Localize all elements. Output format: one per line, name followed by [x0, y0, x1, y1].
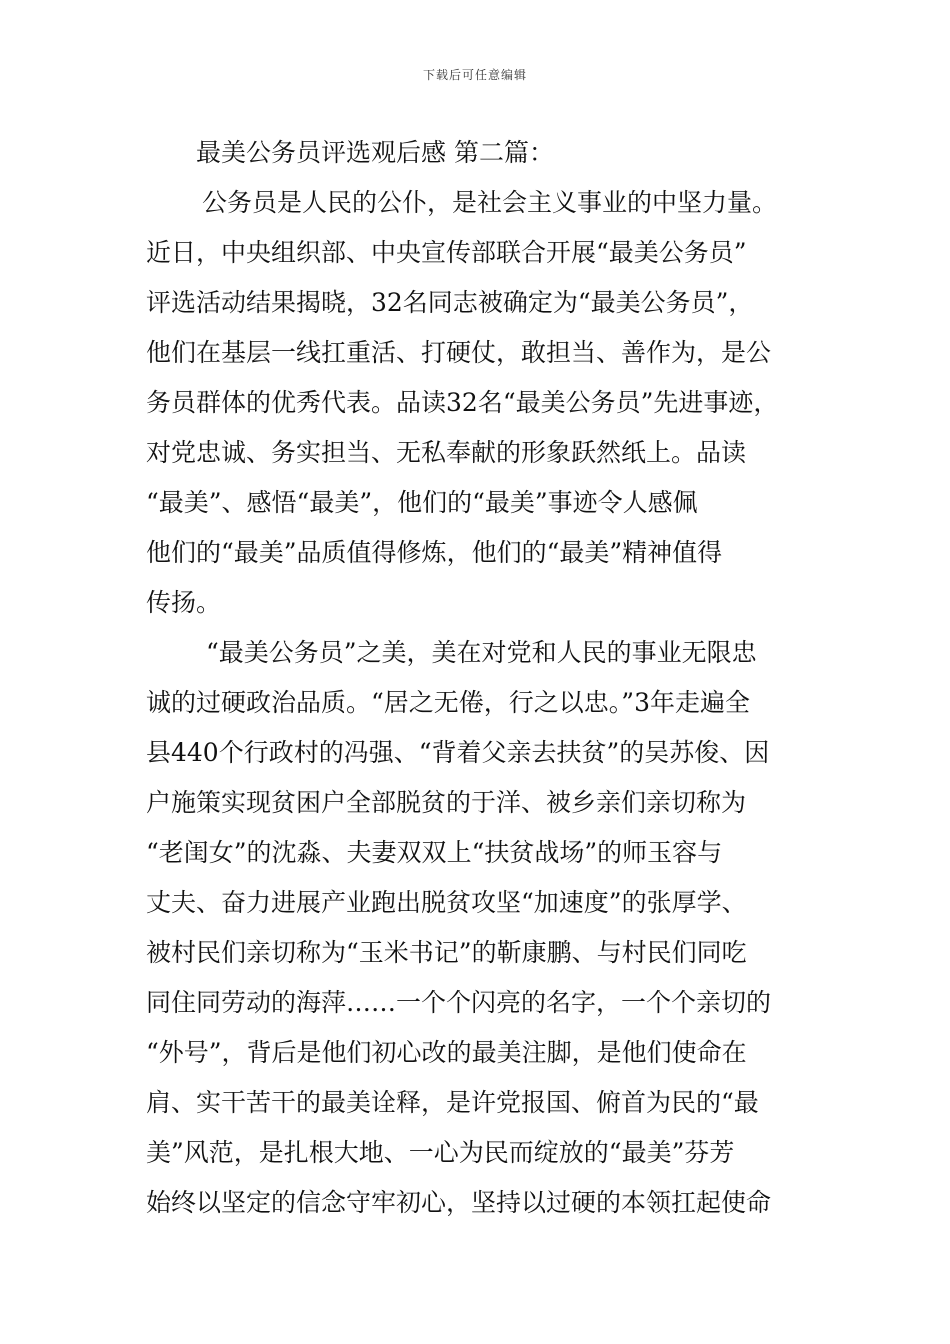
- paragraph-line: 同住同劳动的海萍……一个个闪亮的名字，一个个亲切的: [146, 988, 772, 1017]
- paragraph-line: “老闺女”的沈淼、夫妻双双上“扶贫战场”的师玉容与: [146, 838, 723, 867]
- paragraph-line: 丈夫、奋力进展产业跑出脱贫攻坚“加速度”的张厚学、: [146, 888, 747, 917]
- paragraph-line: 公务员是人民的公仆，是社会主义事业的中坚力量。: [202, 188, 778, 217]
- document-body: [146, 128, 826, 1228]
- paragraph-line: 对党忠诚、务实担当、无私奉献的形象跃然纸上。品读: [146, 438, 747, 467]
- paragraph-line: 他们在基层一线扛重活、打硬仗，敢担当、善作为，是公: [146, 338, 772, 367]
- paragraph-line: 户施策实现贫困户全部脱贫的于洋、被乡亲们亲切称为: [146, 788, 747, 817]
- document-title: 最美公务员评选观后感 第二篇：: [196, 138, 554, 167]
- paragraph-line: 他们的“最美”品质值得修炼，他们的“最美”精神值得: [146, 538, 723, 567]
- paragraph-line: “最美公务员”之美，美在对党和人民的事业无限忠: [206, 638, 757, 667]
- paragraph-line: 务员群体的优秀代表。品读32名“最美公务员”先进事迹，: [146, 388, 779, 417]
- paragraph-line: 始终以坚定的信念守牢初心，坚持以过硬的本领扛起使命: [146, 1188, 772, 1217]
- paragraph-line: 被村民们亲切称为“玉米书记”的靳康鹏、与村民们同吃: [146, 938, 747, 967]
- paragraph-line: 传扬。: [146, 588, 222, 617]
- paragraph-line: 肩、实干苦干的最美诠释，是许党报国、俯首为民的“最: [146, 1088, 759, 1117]
- paragraph-line: 近日，中央组织部、中央宣传部联合开展“最美公务员”: [146, 238, 747, 267]
- paragraph-line: 评选活动结果揭晓，32名同志被确定为“最美公务员”，: [146, 288, 754, 317]
- paragraph-line: 县440个行政村的冯强、“背着父亲去扶贫”的吴苏俊、因: [146, 738, 770, 767]
- paragraph-line: “最美”、感悟“最美”，他们的“最美”事迹令人感佩: [146, 488, 698, 517]
- paragraph-line: “外号”，背后是他们初心改的最美注脚，是他们使命在: [146, 1038, 747, 1067]
- header-note: 下载后可任意编辑: [422, 68, 527, 82]
- paragraph-line: 美”风范，是扎根大地、一心为民而绽放的“最美”芬芳: [146, 1138, 735, 1167]
- paragraph-line: 诚的过硬政治品质。“居之无倦，行之以忠。”3年走遍全: [146, 688, 750, 717]
